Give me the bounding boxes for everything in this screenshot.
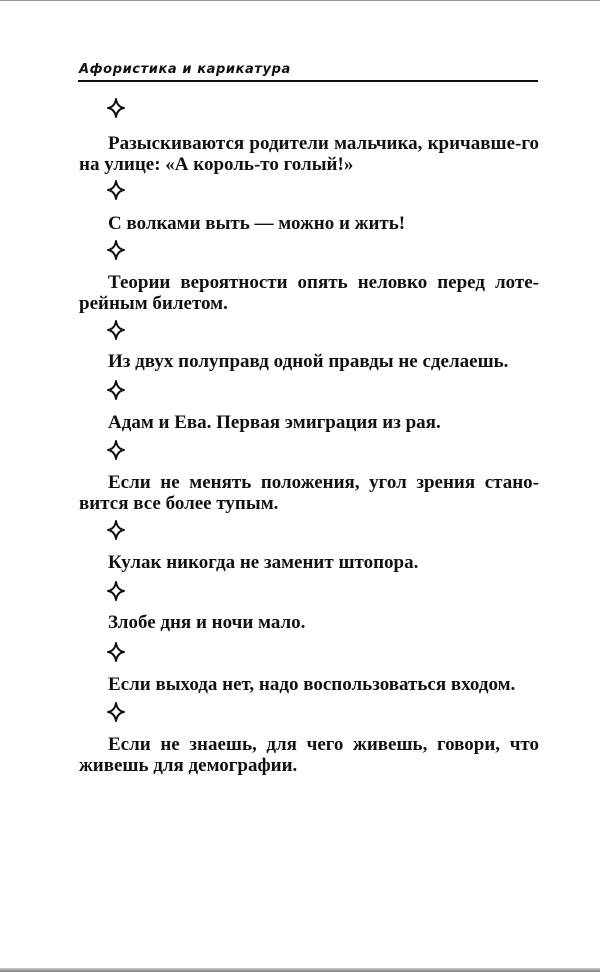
- four-point-star-icon: [107, 440, 125, 460]
- four-point-star-icon: [107, 320, 125, 340]
- four-point-star-icon: [107, 702, 125, 722]
- page-top-edge: [0, 0, 600, 1]
- four-point-star-icon: [107, 642, 125, 662]
- aphorism-3: Теории вероятности опять неловко перед лоте-рейным билетом.: [79, 272, 539, 314]
- aphorism-9: Если выхода нет, надо воспользоваться входом.: [108, 674, 516, 695]
- four-point-star-icon: [107, 180, 125, 200]
- aphorism-1: Разыскиваются родители мальчика, кричавше-го на улице: «А король-то голый!»: [79, 133, 539, 175]
- four-point-star-icon: [107, 520, 125, 540]
- page-bottom-edge: [0, 968, 600, 972]
- aphorism-7: Кулак никогда не заменит штопора.: [108, 552, 419, 573]
- aphorism-5: Адам и Ева. Первая эмиграция из рая.: [108, 412, 441, 433]
- aphorism-8: Злобе дня и ночи мало.: [108, 612, 306, 633]
- running-head-rule: [78, 80, 538, 82]
- aphorism-2: С волками выть — можно и жить!: [108, 213, 406, 234]
- aphorism-10: Если не знаешь, для чего живешь, говори, что живешь для демографии.: [79, 734, 539, 776]
- four-point-star-icon: [107, 380, 125, 400]
- four-point-star-icon: [107, 581, 125, 601]
- aphorism-6: Если не менять положения, угол зрения стано-вится все более тупым.: [79, 472, 539, 514]
- running-head: Афористика и карикатура: [79, 62, 291, 77]
- four-point-star-icon: [107, 98, 125, 118]
- aphorism-4: Из двух полуправд одной правды не сделаешь.: [108, 351, 509, 372]
- four-point-star-icon: [107, 240, 125, 260]
